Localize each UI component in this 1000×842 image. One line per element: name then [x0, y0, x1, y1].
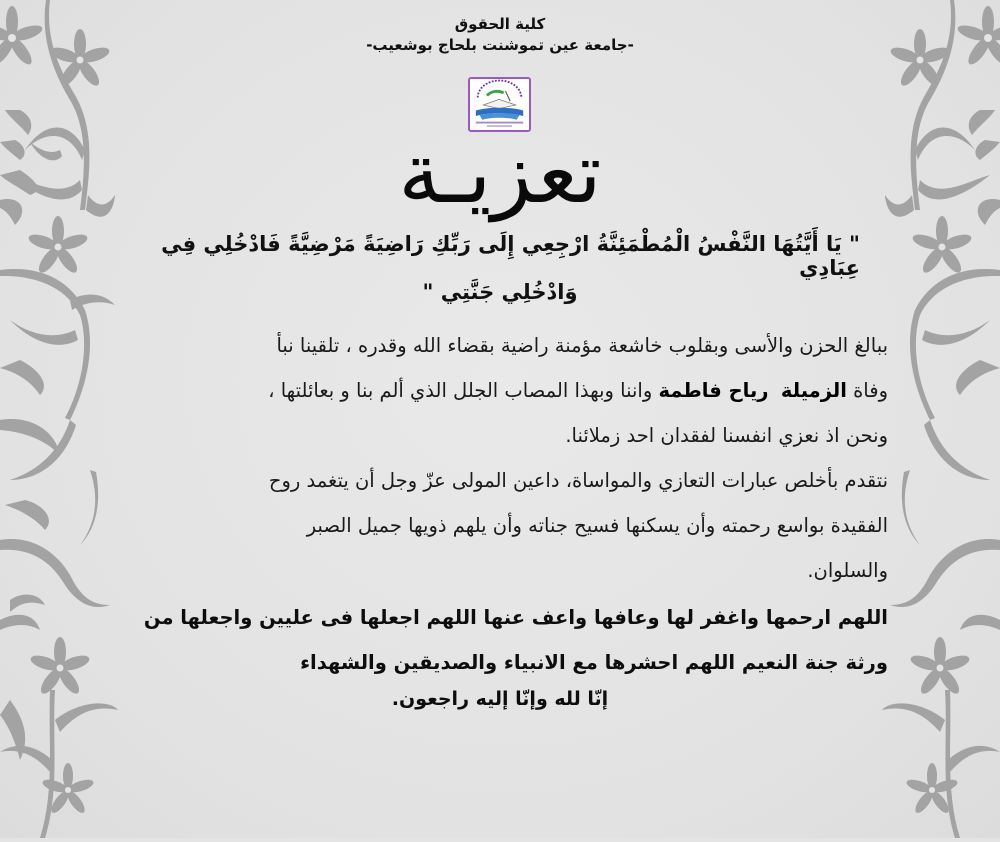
paragraph1-line1: ببالغ الحزن والأسى وبقلوب خاشعة مؤمنة راضية بقضاء الله وقدره ، تلقينا نبأ — [276, 334, 888, 357]
paragraph1-line3: ونحن اذ نعزي انفسنا لفقدان احد زملائنا. — [565, 424, 888, 447]
paragraph1-line2 — [118, 368, 888, 413]
condolence-paragraph — [118, 458, 888, 593]
colleague-label: الزميلة — [780, 379, 847, 402]
prayer-line2: ورثة جنة النعيم اللهم احشرها مع الانبياء والصديقين والشهداء — [300, 651, 888, 674]
text-segment: واننا وبهذا المصاب الجلل الذي ألم بنا و بعائلتها ، — [268, 379, 659, 402]
institution-header — [0, 14, 1000, 56]
verse-line-2: وَادْخُلِي جَنَّتِي " — [422, 280, 578, 304]
paragraph2-line1: نتقدم بأخلص عبارات التعازي والمواساة، داعين المولى عزّ وجل أن يتغمد روح — [268, 469, 888, 492]
text-segment: وفاة — [846, 379, 888, 402]
prayer-line1: اللهم ارحمها واغفر لها وعافها واعف عنها اللهم اجعلها فى عليين واجعلها من — [143, 606, 888, 629]
faculty-name: كلية الحقوق — [454, 15, 546, 33]
verse-line-1: " يَا أَيَّتُهَا النَّفْسُ الْمُطْمَئِنَّةُ ارْجِعِي إِلَى رَبِّكِ رَاضِيَةً مَرْضِيَّةً فَادْخُلِي فِي عِبَادِي — [161, 232, 860, 280]
university-name: -جامعة عين تموشنت بلحاج بوشعيب- — [366, 36, 634, 54]
page-title: تعزيـة — [398, 124, 602, 222]
closing-phrase: إنّا لله وإنّا إليه راجعون. — [391, 688, 609, 710]
paragraph2-line3: والسلوان. — [807, 559, 888, 582]
paragraph2-line2: الفقيدة بواسع رحمته وأن يسكنها فسيح جناته وأن يلهم ذويها جميل الصبر — [306, 514, 888, 537]
text-gap — [769, 379, 781, 402]
prayer-paragraph — [118, 595, 888, 685]
announcement-paragraph — [118, 323, 888, 458]
deceased-name: رياح فاطمة — [658, 379, 769, 402]
